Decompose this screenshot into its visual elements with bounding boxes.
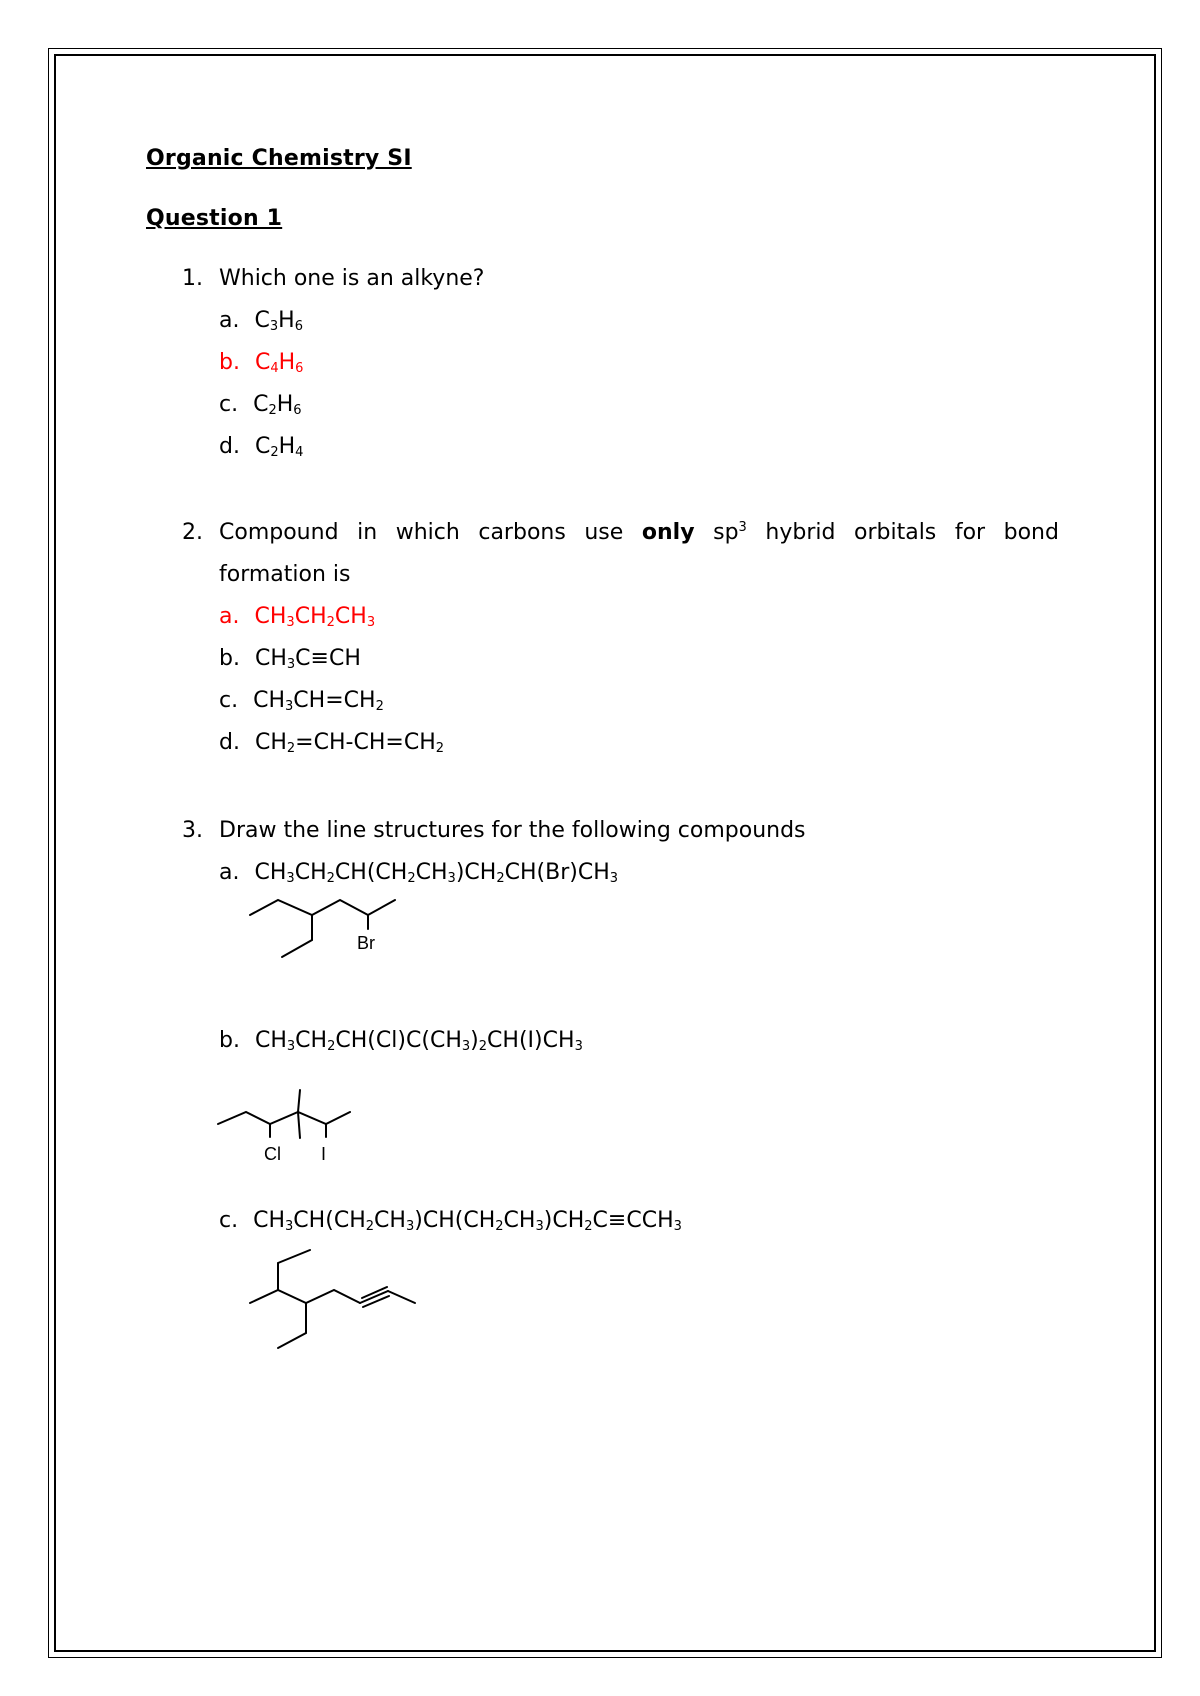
option-letter: b.: [219, 646, 240, 671]
structure-c-line-drawing: [250, 1248, 420, 1368]
option-formula: $CH_3CH(CH_2CH_3)CH(CH_2CH_3)CH_2C\equiv CCH_3$: [253, 1208, 682, 1234]
option-formula: $CH_3CH=CH_2$: [253, 688, 384, 714]
structure-b-i-label: I: [321, 1144, 327, 1164]
structure-b-methyl-up: [298, 1090, 300, 1112]
option-letter: b.: [219, 350, 240, 375]
q3-option-c: [219, 1200, 682, 1242]
question-2-number: 2.: [182, 520, 203, 545]
option-formula: $CH_3CH_2CH_3$: [254, 604, 376, 630]
question-1-text: Which one is an alkyne?: [219, 266, 485, 291]
q2-text-bold: only: [641, 520, 695, 545]
structure-b-line-drawing: [218, 1082, 358, 1172]
option-letter: a.: [219, 860, 240, 885]
option-letter: d.: [219, 434, 240, 459]
option-formula: $C_3H_6$: [254, 308, 303, 334]
option-formula: $C_4H_6$: [254, 350, 304, 376]
q2-text-after: hybrid orbitals for bond: [765, 520, 1059, 545]
q2-option-b: [219, 638, 361, 680]
option-letter: a.: [219, 604, 240, 629]
q2-option-a-correct: [219, 596, 375, 638]
option-letter: d.: [219, 730, 240, 755]
option-formula: $CH_3C\equiv CH$: [254, 646, 361, 672]
question-3-text: Draw the line structures for the following compounds: [219, 818, 806, 843]
option-formula: $C_2H_6$: [253, 392, 302, 418]
option-formula: $CH_3CH_2CH(CH_2CH_3)CH_2CH(Br)CH_3$: [254, 860, 619, 886]
option-letter: c.: [219, 688, 239, 713]
option-formula: $CH_2=CH-CH=CH_2$: [254, 730, 445, 756]
option-formula: $C_2H_4$: [254, 434, 304, 460]
q3-option-a: [219, 852, 618, 894]
q2-sup: 3: [738, 520, 747, 535]
question-3-number: 3.: [182, 818, 203, 843]
structure-b-main-chain: [218, 1112, 350, 1124]
structure-c-triple-bond-3: [363, 1296, 389, 1307]
q1-option-a: [219, 300, 303, 342]
question-1-number: 1.: [182, 266, 203, 291]
structure-a-ethyl-branch: [282, 915, 312, 957]
q2-text-before: Compound in which carbons use: [219, 520, 624, 545]
structure-c-ethyl-branch-2: [278, 1303, 306, 1348]
structure-c-ethyl-branch-1: [278, 1250, 310, 1290]
q1-option-d: [219, 426, 303, 468]
structure-a-br-label: Br: [357, 933, 375, 953]
q3-option-b: [219, 1020, 583, 1062]
option-letter: b.: [219, 1028, 240, 1053]
structure-b-cl-label: Cl: [264, 1144, 281, 1164]
structure-c-main-chain: [250, 1290, 360, 1303]
q2-option-c: [219, 680, 384, 722]
q1-option-c: [219, 384, 302, 426]
option-formula: $CH_3CH_2CH(Cl)C(CH_3)_2CH(I)CH_3$: [254, 1028, 583, 1054]
q2-option-d: [219, 722, 444, 764]
option-letter: c.: [219, 392, 239, 417]
q1-option-b-correct: [219, 342, 303, 384]
q2-sp3: [713, 520, 747, 545]
structure-b-methyl-down: [298, 1112, 300, 1138]
structure-c-terminal-methyl: [388, 1291, 415, 1303]
structure-a-main-chain: [250, 900, 395, 915]
option-letter: a.: [219, 308, 240, 333]
structure-a-line-drawing: [250, 895, 410, 975]
option-letter: c.: [219, 1208, 239, 1233]
document-title: Organic Chemistry SI: [146, 146, 412, 171]
section-heading: Question 1: [146, 206, 283, 231]
question-2-text-line2: formation is: [219, 562, 351, 587]
q2-sp: sp: [713, 520, 739, 545]
question-2-text: [219, 512, 1059, 554]
